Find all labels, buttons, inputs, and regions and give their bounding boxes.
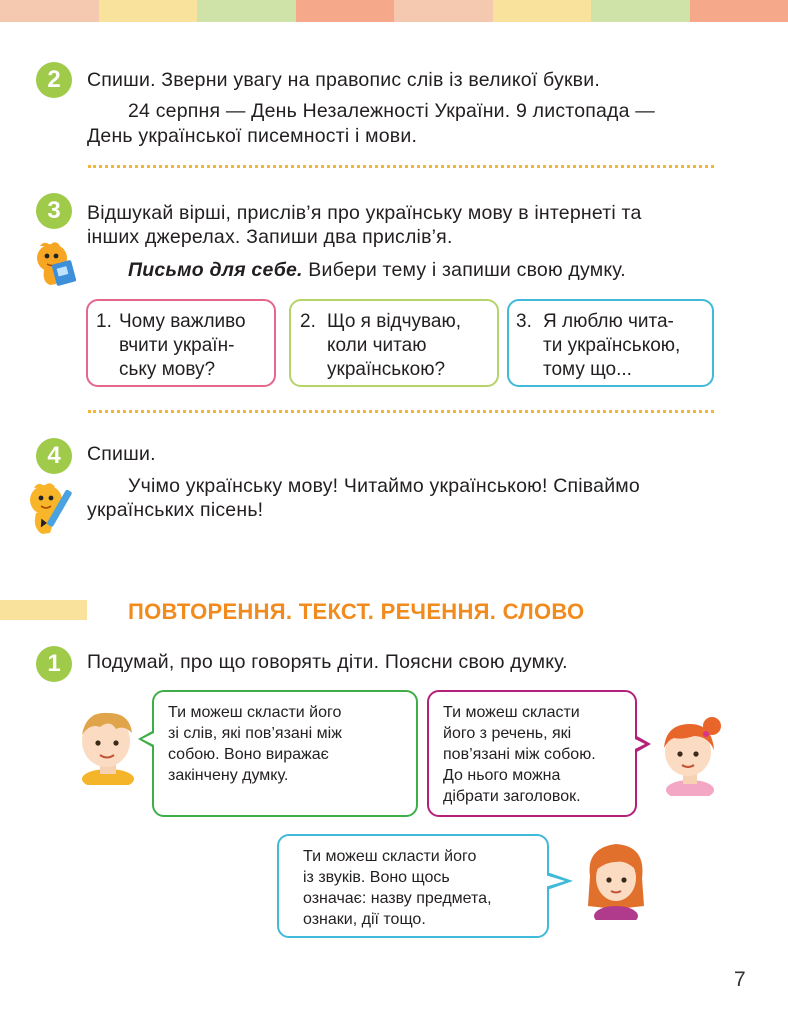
orange-mascot-with-book-icon bbox=[30, 238, 80, 288]
topic-line: Я люблю чита- bbox=[543, 311, 674, 332]
color-stripe bbox=[493, 0, 592, 22]
task-number-2: 2 bbox=[36, 62, 72, 98]
topic-line: Що я відчуваю, bbox=[327, 311, 462, 332]
topic-box-3 bbox=[507, 299, 714, 387]
task3-text-line2: інших джерелах. Запиши два прислів’я. bbox=[87, 226, 453, 248]
topic-line: вчити україн- bbox=[119, 335, 235, 356]
girl-avatar-long-hair bbox=[580, 836, 652, 920]
topic-line: ти українською, bbox=[543, 335, 681, 356]
speech-bubble-text bbox=[427, 690, 637, 817]
dotted-divider bbox=[88, 165, 714, 168]
color-stripe bbox=[690, 0, 788, 22]
task-number-4: 4 bbox=[36, 438, 72, 474]
bubble-tail-fill bbox=[545, 875, 565, 887]
bubble-line: Ти можеш скласти bbox=[443, 704, 580, 721]
bubble-line: означає: назву предмета, bbox=[303, 890, 492, 907]
task4-text-line2: українських пісень! bbox=[87, 499, 264, 521]
task3-text-line1: Відшукай вірші, прислів’я про українську мову в інтернеті та bbox=[87, 202, 642, 224]
page-number: 7 bbox=[734, 968, 746, 991]
bubble-line: До нього можна bbox=[443, 767, 561, 784]
task2-text-line2: День української писемності і мови. bbox=[87, 125, 418, 147]
color-stripe bbox=[197, 0, 296, 22]
task4-text-line1: Учімо українську мову! Читаймо українською! Співаймо bbox=[128, 475, 640, 497]
bubble-line: зі слів, які пов’язані між bbox=[168, 725, 342, 742]
speech-bubble-sentence bbox=[152, 690, 418, 817]
bubble-tail-fill bbox=[633, 738, 645, 750]
section-heading: ПОВТОРЕННЯ. ТЕКСТ. РЕЧЕННЯ. СЛОВО bbox=[128, 599, 585, 624]
bubble-line: собою. Воно виражає bbox=[168, 746, 329, 763]
bubble-line: пов’язані між собою. bbox=[443, 746, 596, 763]
bubble-line: Ти можеш скласти його bbox=[168, 704, 342, 721]
speech-bubble-word bbox=[277, 834, 549, 938]
girl-avatar-red-hair bbox=[654, 710, 726, 796]
bubble-line: його з речень, які bbox=[443, 725, 572, 742]
topic-number: 1. bbox=[96, 311, 112, 332]
bubble-line: Ти можеш скласти його bbox=[303, 848, 477, 865]
heading-accent-bar bbox=[0, 600, 87, 620]
topic-box-1 bbox=[86, 299, 276, 387]
task1-instruction: Подумай, про що говорять діти. Поясни свою думку. bbox=[87, 651, 568, 673]
topic-line: тому що... bbox=[543, 359, 632, 380]
self-writing-prompt: Вибери тему і запиши свою думку. bbox=[308, 259, 626, 281]
topic-line: Чому важливо bbox=[119, 311, 246, 332]
color-stripe bbox=[394, 0, 493, 22]
task-number-3: 3 bbox=[36, 193, 72, 229]
boy-avatar bbox=[72, 705, 144, 785]
dotted-divider bbox=[88, 410, 714, 413]
task2-text-line1: 24 серпня — День Незалежності України. 9 листопада — bbox=[128, 100, 655, 122]
bubble-line: дібрати заголовок. bbox=[443, 788, 581, 805]
bubble-line: із звуків. Воно щось bbox=[303, 869, 450, 886]
bubble-tail-fill bbox=[142, 733, 154, 745]
task-number-1: 1 bbox=[36, 646, 72, 682]
color-stripe bbox=[591, 0, 690, 22]
task4-instruction: Спиши. bbox=[87, 443, 156, 465]
task2-instruction: Спиши. Зверни увагу на правопис слів із великої букви. bbox=[87, 69, 600, 91]
topic-number: 2. bbox=[300, 311, 316, 332]
topic-number: 3. bbox=[516, 311, 532, 332]
color-stripe bbox=[296, 0, 395, 22]
topic-line: українською? bbox=[327, 359, 446, 380]
color-stripe bbox=[0, 0, 99, 22]
task3-prompt-row bbox=[128, 258, 626, 282]
topic-line: коли читаю bbox=[327, 335, 427, 356]
topic-line: ську мову? bbox=[119, 359, 216, 380]
bubble-line: ознаки, дії тощо. bbox=[303, 911, 426, 928]
orange-mascot-with-pen-icon bbox=[22, 480, 82, 538]
color-stripe bbox=[99, 0, 198, 22]
bubble-line: закінчену думку. bbox=[168, 767, 289, 784]
top-color-bar bbox=[0, 0, 788, 22]
topic-box-2 bbox=[289, 299, 499, 387]
self-writing-label: Письмо для себе. bbox=[128, 259, 303, 281]
